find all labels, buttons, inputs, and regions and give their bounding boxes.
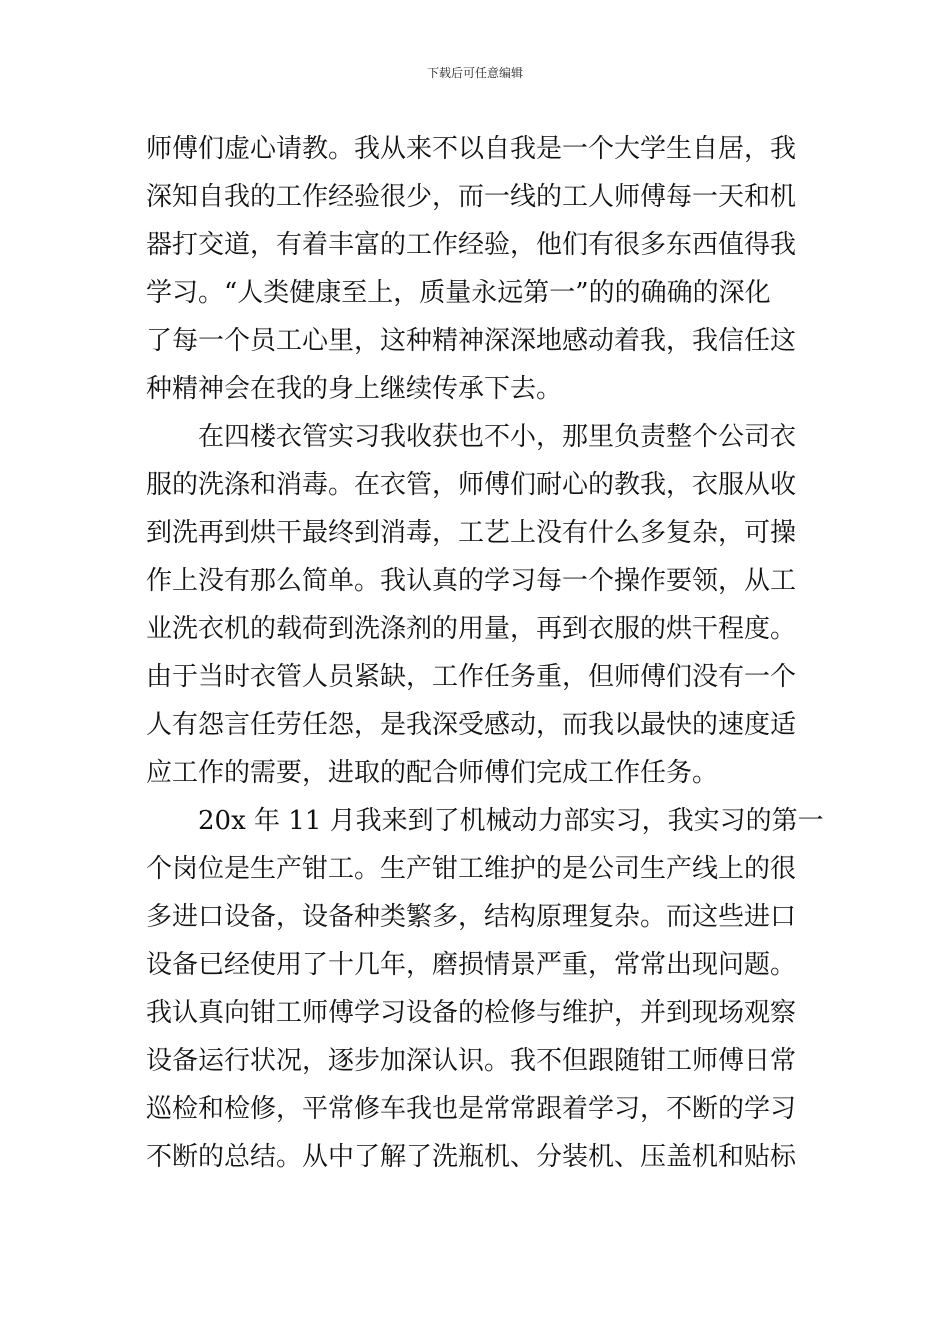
text-line: 服的洗涤和消毒。在衣管，师傅们耐心的教我，衣服从收 <box>146 470 797 500</box>
text-line: 由于当时衣管人员紧缺，工作任务重，但师傅们没有一个 <box>146 662 797 692</box>
text-line: 器打交道，有着丰富的工作经验，他们有很多东西值得我 <box>146 230 797 260</box>
text-line: 了每一个员工心里，这种精神深深地感动着我，我信任这 <box>146 326 797 356</box>
text-line: 设备运行状况，逐步加深认识。我不但跟随钳工师傅日常 <box>146 1046 797 1076</box>
text-line: 我认真向钳工师傅学习设备的检修与维护，并到现场观察 <box>146 998 797 1028</box>
text-line: 学习。“人类健康至上，质量永远第一”的的确确的深化 <box>146 278 771 308</box>
text-line: 多进口设备，设备种类繁多，结构原理复杂。而这些进口 <box>146 902 797 932</box>
text-line: 不断的总结。从中了解了洗瓶机、分装机、压盖机和贴标 <box>146 1142 797 1172</box>
text-line: 师傅们虚心请教。我从来不以自我是一个大学生自居，我 <box>146 134 797 164</box>
text-line: 巡检和检修，平常修车我也是常常跟着学习，不断的学习 <box>146 1094 797 1124</box>
text-line: 种精神会在我的身上继续传承下去。 <box>146 374 563 404</box>
text-line: 设备已经使用了十几年，磨损情景严重，常常出现问题。 <box>146 950 797 980</box>
text-line: 个岗位是生产钳工。生产钳工维护的是公司生产线上的很 <box>146 854 797 884</box>
text-line: 到洗再到烘干最终到消毒，工艺上没有什么多复杂，可操 <box>146 518 797 548</box>
text-line: 在四楼衣管实习我收获也不小，那里负责整个公司衣 <box>198 422 797 452</box>
text-line: 作上没有那么简单。我认真的学习每一个操作要领，从工 <box>146 566 797 596</box>
paragraph-1 <box>146 125 806 413</box>
text-line: 人有怨言任劳任怨，是我深受感动，而我以最快的速度适 <box>146 710 797 740</box>
text-line: 深知自我的工作经验很少，而一线的工人师傅每一天和机 <box>146 182 797 212</box>
paragraph-2 <box>146 413 806 797</box>
text-line: 20x 年 11 月我来到了机械动力部实习，我实习的第一 <box>198 806 824 836</box>
text-line: 业洗衣机的载荷到洗涤剂的用量，再到衣服的烘干程度。 <box>146 614 797 644</box>
page-header: 下载后可任意编辑 <box>426 66 523 80</box>
text-line: 应工作的需要，进取的配合师傅们完成工作任务。 <box>146 758 719 788</box>
paragraph-3 <box>146 797 824 1181</box>
document-body <box>146 125 824 1181</box>
